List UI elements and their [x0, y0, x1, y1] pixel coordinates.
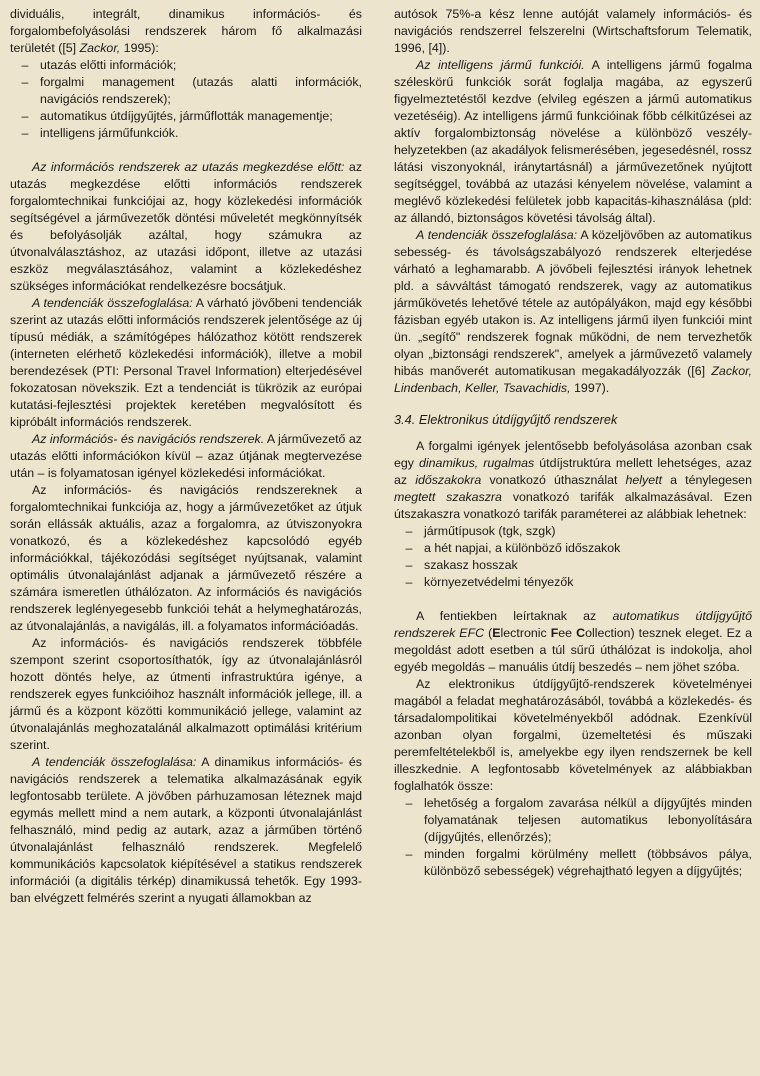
list-item: – járműtípusok (tgk, szgk)	[405, 524, 556, 538]
paragraph: Az elektronikus útdíjgyűjtő-rendszerek követelményei magából a feladat meghatározásából, továbbá a közlekedés- és társadalompolitikai követelményekből adódnak. Ezenkívül azonban olyan forgalmi, üzemeltetési és műszaki peremfeltételekből is, amelyekbe egy ilyen rendszernek be kell illeszkednie. A legfontosabb követelmények az alábbiakban foglalhatók össze:	[394, 677, 752, 793]
list-item: – intelligens járműfunkciók.	[21, 126, 179, 140]
left-column	[10, 6, 362, 907]
paragraph: autósok 75%-a kész lenne autóját valamely információs- és navigációs rendszerrel felszerelni (Wirtschaftsforum Telematik, 1996, [4]).	[394, 7, 752, 55]
list-item: – forgalmi management (utazás alatti információk, navigációs rendszerek);	[21, 75, 362, 106]
paragraph: Az intelligens jármű funkciói. A intelligens jármű fogalma széleskörű funkciók sorát foglalja magába, az egyszerű figyelmeztetéstől kezdve (elvileg egészen a jármű automatikus vezetéséig). Az intelligens jármű funkcióinak főbb célkitűzései az aktív forgalombiztonság növelése a különböző veszély-helyzetekben (az akadályok felismerésében, jegesedésnél, rossz látási viszonyoknál, iránytartásnál) a járművezetőnek nyújtott segítséggel, továbbá az utazási kényelem növelése, valamint a meglévő közlekedési felületek jobb kapacitás-kihasználása (pld: az állandó, biztonságos követési távolság által).	[394, 58, 752, 225]
paragraph: A tendenciák összefoglalása: A dinamikus információs- és navigációs rendszerek a telematika alkalmazásának egyik legfontosabb területe. A jövőben párhuzamosan léteznek majd egymás mellett mind a nem autark, a központi útvonalajánlást felhasználó, mind pedig az autark, azaz a járműben történő útvonalajánlást felhasználó rendszerek. Megfelelő kommunikációs kapcsolatok kiépítésével a statikus rendszerek információi (a digitális térkép) dinamikussá tehetők. Egy 1993-ban elvégzett felmérés szerint a nyugati államokban az	[10, 755, 362, 905]
list-item: – a hét napjai, a különböző időszakok	[405, 541, 621, 555]
list-item: – utazás előtti információk;	[21, 58, 177, 72]
list-item: – minden forgalmi körülmény mellett (többsávos pálya, különböző sebességek) végrehajtható legyen a díjgyűjtés;	[405, 847, 752, 878]
paragraph: Az információs- és navigációs rendszerek. A járművezető az utazás előtti információkon kívül – azaz útjának megtervezése után – is folyamatosan igényel közlekedési információkat.	[10, 432, 362, 480]
list-item: – szakasz hosszak	[405, 558, 518, 572]
paragraph: A fentiekben leírtaknak az automatikus útdíjgyűjtő rendszerek EFC (Electronic Fee Collection) tesznek eleget. Ez a megoldást adott esetben a túl sűrű úthálózat is indokolja, ahol egyéb megoldás – manuális útdíj beszedés – nem jöhet szóba.	[394, 609, 752, 674]
list-item: – környezetvédelmi tényezők	[405, 575, 574, 589]
section-heading: 3.4. Elektronikus útdíjgyűjtő rendszerek	[394, 412, 618, 427]
paragraph: A tendenciák összefoglalása: A várható jövőbeni tendenciák szerint az utazás előtti információs rendszerek jelentősége az új típusú médiák, a számítógépes hálózathoz kötött rendszerek (interneten elérhető közlekedési információk), illetve a mobil berendezések (PTI: Personal Travel Information) elterjedésével fokozatosan növekszik. Ezt a tendenciát is tükrözik az európai kutatási-fejlesztési projektek keretében megvalósított és kipróbált információs rendszerek.	[10, 296, 362, 429]
paragraph: Az információs rendszerek az utazás megkezdése előtt: az utazás megkezdése előtti információs rendszerek forgalomtechnikai funkciójai az, hogy közlekedési információk segítségével a járművezetők döntési műveletét megkönnyítsék és befolyásolják azáltal, hogy számukra az útvonalválasztáshoz, az utazási időpont, illetve az utazási eszköz megválasztásához, valamint a közlekedéshez szükséges információkat rendelkezésre bocsátjuk.	[10, 160, 363, 293]
paragraph: A forgalmi igények jelentősebb befolyásolása azonban csak egy dinamikus, rugalmas útdíjstruktúra mellett lehetséges, azaz az időszakokra vonatkozó úthasználat helyett a ténylegesen megtett szakaszra vonatkozó tarifák alkalmazásával. Ezen útszakaszra vonatkozó tarifák paraméterei az alábbiak lehetnek:	[394, 439, 752, 521]
paragraph: Az információs- és navigációs rendszerek többféle szempont szerint csoportosíthatók, így az útvonalajánlásról hozott döntés helye, az útmenti infrastruktúra igénye, a rendszerek egyes funkcióihoz használt információk jellege, ill. a jármű és a központ közötti kommunikáció jellege, valamint az útvonalajánlás meghozatalánál alkalmazott optimálási kritérium szerint.	[10, 636, 362, 752]
paragraph: A tendenciák összefoglalása: A közeljövőben az automatikus sebesség- és távolságszabályozó rendszerek elterjedése várható a leghamarabb. A jövőbeli fejlesztési irányok lehetnek pld. a sávváltást támogató rendszerek, vagy az automatikus járműkövetés lehetővé tétele az autópályákon, majd egy későbbi fázisban egyéb utakon is. Az intelligens jármű ilyen funkciói mint ün. „segítő" rendszerek fognak működni, de nem tervezhetők olyan „biztonsági rendszerek", amelyek a járművezető valamely hibás manőverét automatikusan megakadályozzák ([6] Zackor, Lindenbach, Keller, Tsavachidis, 1997).	[394, 228, 752, 395]
list-item: – lehetőség a forgalom zavarása nélkül a díjgyűjtés minden folyamatának teljesen automatikus lebonyolítására (díjgyűjtés, ellenőrzés);	[405, 796, 752, 844]
intro-paragraph: dividuális, integrált, dinamikus információs- és forgalombefolyásolási rendszerek három fő alkalmazási területét ([5] Zackor, 1995):	[10, 7, 362, 55]
list-item: – automatikus útdíjgyűjtés, járműflották managementje;	[21, 109, 333, 123]
right-column	[394, 6, 752, 880]
paragraph: Az információs- és navigációs rendszereknek a forgalomtechnikai funkciója az, hogy a járművezetőket az útjuk során ellássák aktuális, azaz a forgalomra, az útviszonyokra vonatkozó, és a közlekedéshez kapcsolódó egyéb információkkal, tájékozódási segítséget nyújtsanak, valamint optimális útvonalajánlást adjanak a járművezető részére a számára ismeretlen úthálózaton. Az információs és navigációs rendszerek leglényegesebb funkciói tehát a helymeghatározás, az útvonalajánlás, a navigálás, ill. a folyamatos információadás.	[10, 483, 362, 633]
